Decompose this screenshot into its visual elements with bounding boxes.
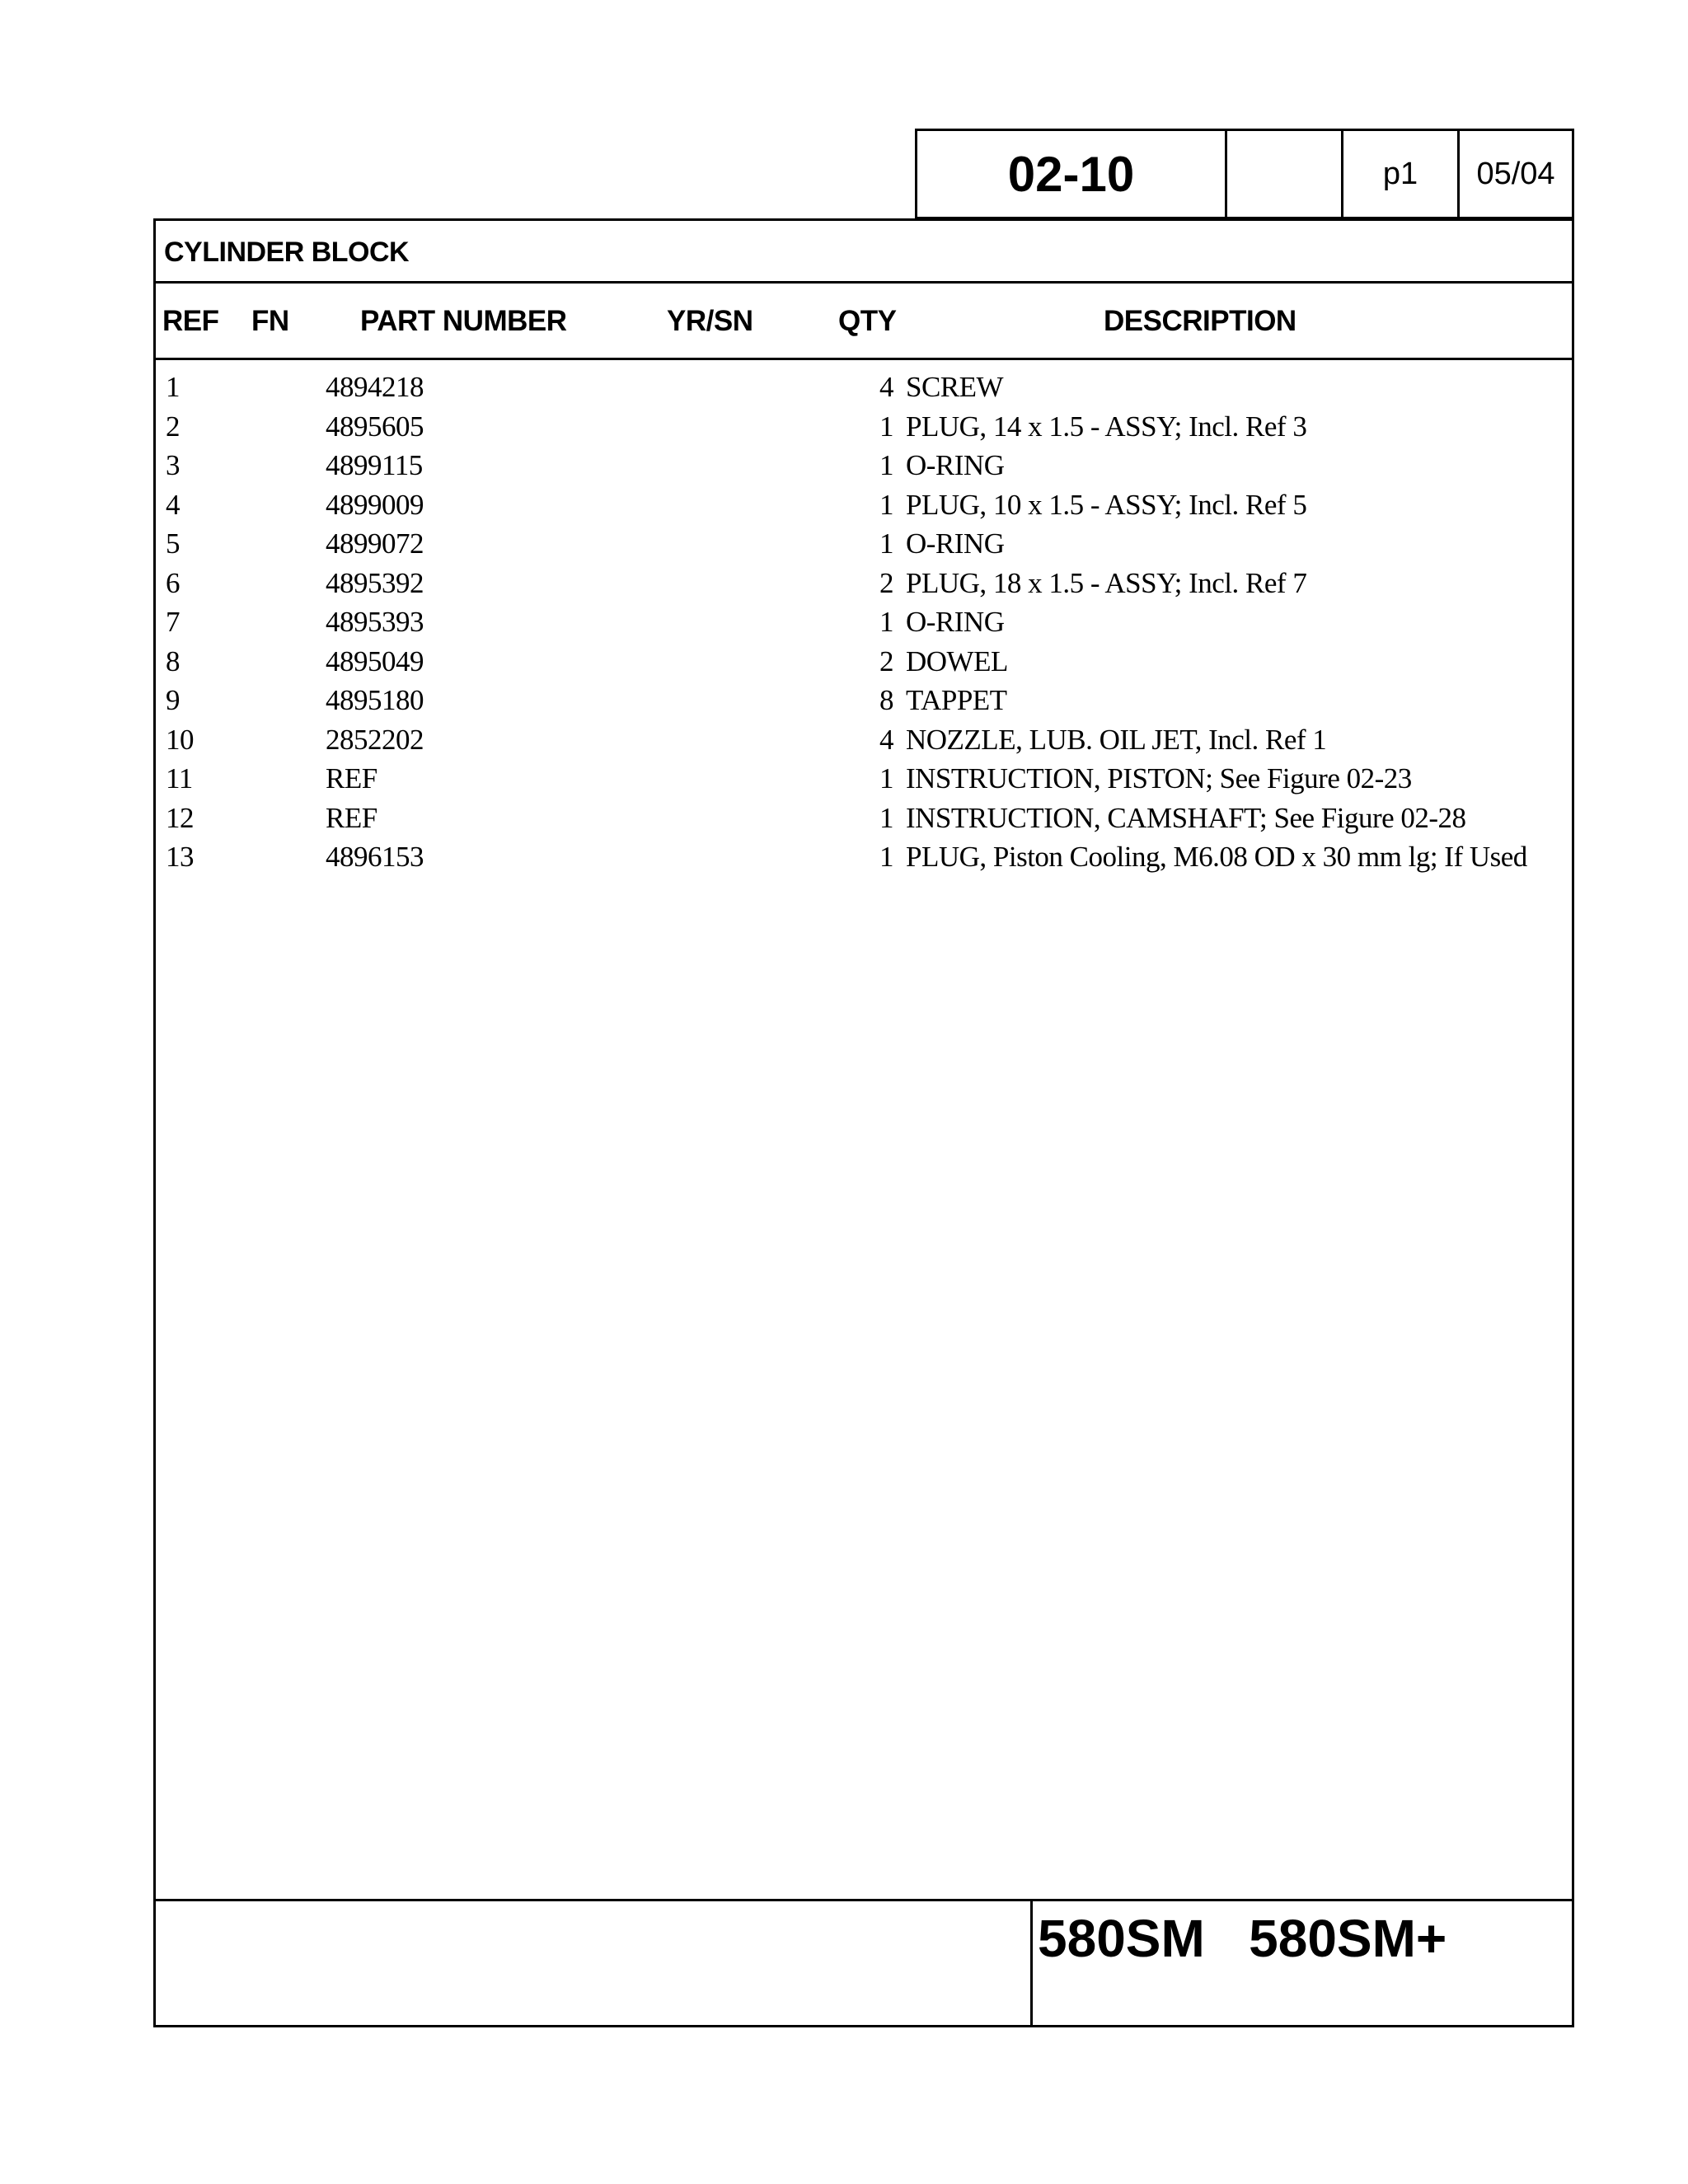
row-description: NOZZLE, LUB. OIL JET, Incl. Ref 1 bbox=[906, 723, 1327, 756]
row-description: PLUG, 10 x 1.5 - ASSY; Incl. Ref 5 bbox=[906, 488, 1307, 521]
row-ref: 1 bbox=[166, 371, 180, 403]
row-part-number: 4899072 bbox=[326, 527, 424, 560]
parts-list-box bbox=[153, 218, 1574, 2027]
row-part-number: 4895605 bbox=[326, 410, 424, 443]
row-part-number: 4894218 bbox=[326, 371, 424, 403]
row-description: TAPPET bbox=[906, 684, 1007, 716]
page-footer bbox=[156, 1899, 1572, 2025]
row-ref: 2 bbox=[166, 410, 180, 443]
table-row bbox=[156, 602, 1572, 642]
col-ref-header: REF bbox=[162, 305, 219, 337]
row-ref: 5 bbox=[166, 527, 180, 560]
table-row bbox=[156, 759, 1572, 799]
row-qty: 4 bbox=[879, 723, 893, 756]
row-part-number: 4896153 bbox=[326, 841, 424, 873]
model-designation: 580SM 580SM+ bbox=[1038, 1909, 1447, 1968]
row-ref: 3 bbox=[166, 449, 180, 481]
revision-date: 05/04 bbox=[1476, 156, 1555, 191]
row-ref: 12 bbox=[166, 801, 194, 834]
row-qty: 1 bbox=[879, 527, 893, 560]
row-part-number: 4895049 bbox=[326, 644, 424, 677]
table-row bbox=[156, 799, 1572, 838]
row-qty: 1 bbox=[879, 762, 893, 794]
row-qty: 2 bbox=[879, 566, 893, 599]
footer-divider bbox=[1030, 1901, 1033, 2025]
row-description: O-RING bbox=[906, 606, 1005, 638]
table-row bbox=[156, 407, 1572, 447]
row-description: PLUG, 14 x 1.5 - ASSY; Incl. Ref 3 bbox=[906, 410, 1307, 443]
col-description-header: DESCRIPTION bbox=[1104, 305, 1296, 337]
row-ref: 8 bbox=[166, 644, 180, 677]
table-row bbox=[156, 564, 1572, 603]
row-part-number: 4899009 bbox=[326, 488, 424, 521]
row-qty: 4 bbox=[879, 371, 893, 403]
row-ref: 4 bbox=[166, 488, 180, 521]
row-part-number: 4899115 bbox=[326, 449, 423, 481]
row-qty: 1 bbox=[879, 410, 893, 443]
row-description: PLUG, 18 x 1.5 - ASSY; Incl. Ref 7 bbox=[906, 566, 1307, 599]
table-row bbox=[156, 368, 1572, 407]
page-number: p1 bbox=[1343, 131, 1460, 217]
row-part-number: 4895393 bbox=[326, 606, 424, 638]
row-qty: 1 bbox=[879, 449, 893, 481]
section-title: CYLINDER BLOCK bbox=[156, 221, 1572, 284]
row-description: DOWEL bbox=[906, 644, 1008, 677]
row-part-number: 2852202 bbox=[326, 723, 424, 756]
row-part-number: 4895180 bbox=[326, 684, 424, 716]
row-qty: 1 bbox=[879, 606, 893, 638]
row-description: SCREW bbox=[906, 371, 1004, 403]
col-fn-header: FN bbox=[251, 305, 289, 337]
row-ref: 7 bbox=[166, 606, 180, 638]
row-part-number: REF bbox=[326, 762, 377, 794]
row-qty: 1 bbox=[879, 488, 893, 521]
row-ref: 11 bbox=[166, 762, 193, 794]
row-qty: 1 bbox=[879, 801, 893, 834]
row-ref: 9 bbox=[166, 684, 180, 716]
row-description: PLUG, Piston Cooling, M6.08 OD x 30 mm lg; If Used bbox=[906, 841, 1527, 873]
column-headers bbox=[156, 284, 1572, 360]
row-description: O-RING bbox=[906, 449, 1005, 481]
row-description: INSTRUCTION, CAMSHAFT; See Figure 02-28 bbox=[906, 801, 1466, 834]
table-row bbox=[156, 485, 1572, 525]
table-row bbox=[156, 837, 1572, 877]
row-qty: 2 bbox=[879, 644, 893, 677]
row-qty: 8 bbox=[879, 684, 893, 716]
row-description: O-RING bbox=[906, 527, 1005, 560]
col-qty-header: QTY bbox=[838, 305, 897, 337]
row-ref: 10 bbox=[166, 723, 194, 756]
col-part-number-header: PART NUMBER bbox=[360, 305, 567, 337]
row-part-number: 4895392 bbox=[326, 566, 424, 599]
table-row bbox=[156, 720, 1572, 760]
parts-rows bbox=[156, 368, 1572, 877]
row-part-number: REF bbox=[326, 801, 377, 834]
header-blank-cell bbox=[1227, 131, 1343, 217]
figure-number: 02-10 bbox=[917, 131, 1227, 217]
table-row bbox=[156, 524, 1572, 564]
row-qty: 1 bbox=[879, 841, 893, 873]
table-row bbox=[156, 642, 1572, 682]
col-yr-sn-header: YR/SN bbox=[667, 305, 753, 337]
table-row bbox=[156, 681, 1572, 720]
row-ref: 6 bbox=[166, 566, 180, 599]
figure-header-box bbox=[915, 129, 1574, 219]
table-row bbox=[156, 446, 1572, 485]
row-ref: 13 bbox=[166, 841, 194, 873]
row-description: INSTRUCTION, PISTON; See Figure 02-23 bbox=[906, 762, 1412, 794]
